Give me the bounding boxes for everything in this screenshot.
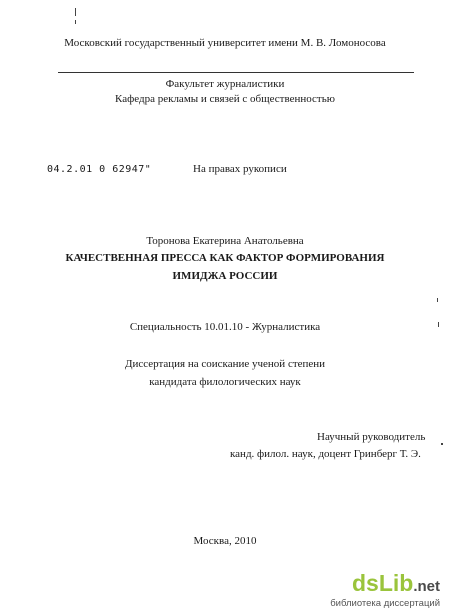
author-name: Торонова Екатерина Анатольевна <box>146 235 304 247</box>
rights-note: На правах рукописи <box>193 163 287 175</box>
advisor-label: Научный руководитель <box>317 431 426 443</box>
watermark-site-main: dsLib <box>351 570 414 596</box>
watermark-site-tld: .net <box>413 578 440 595</box>
dissertation-title-line-2: ИМИДЖА РОССИИ <box>172 270 278 282</box>
city-year: Москва, 2010 <box>193 535 257 547</box>
archive-code: 04.2.01 0 62947" <box>47 164 152 175</box>
advisor-name: канд. филол. наук, доцент Гринберг Т. Э. <box>230 448 421 460</box>
specialty: Специальность 10.01.10 - Журналистика <box>129 321 321 333</box>
university-name: Московский государственный университет имени М. В. Ломоносова <box>64 37 386 49</box>
watermark-tagline: библиотека диссертаций <box>330 598 440 609</box>
scan-speck <box>437 298 438 302</box>
watermark-logo <box>352 570 440 600</box>
degree-line-2: кандидата филологических наук <box>149 376 301 388</box>
scan-speck <box>75 8 76 16</box>
scan-speck <box>75 20 76 24</box>
dissertation-title-line-1: КАЧЕСТВЕННАЯ ПРЕССА КАК ФАКТОР ФОРМИРОВАНИЯ <box>65 252 385 264</box>
dslib-watermark <box>324 570 440 610</box>
scan-speck <box>441 443 443 445</box>
faculty-name: Факультет журналистики <box>165 78 285 90</box>
department-name: Кафедра рекламы и связей с общественностью <box>115 93 335 105</box>
degree-line-1: Диссертация на соискание ученой степени <box>124 358 326 370</box>
header-divider <box>58 72 414 73</box>
